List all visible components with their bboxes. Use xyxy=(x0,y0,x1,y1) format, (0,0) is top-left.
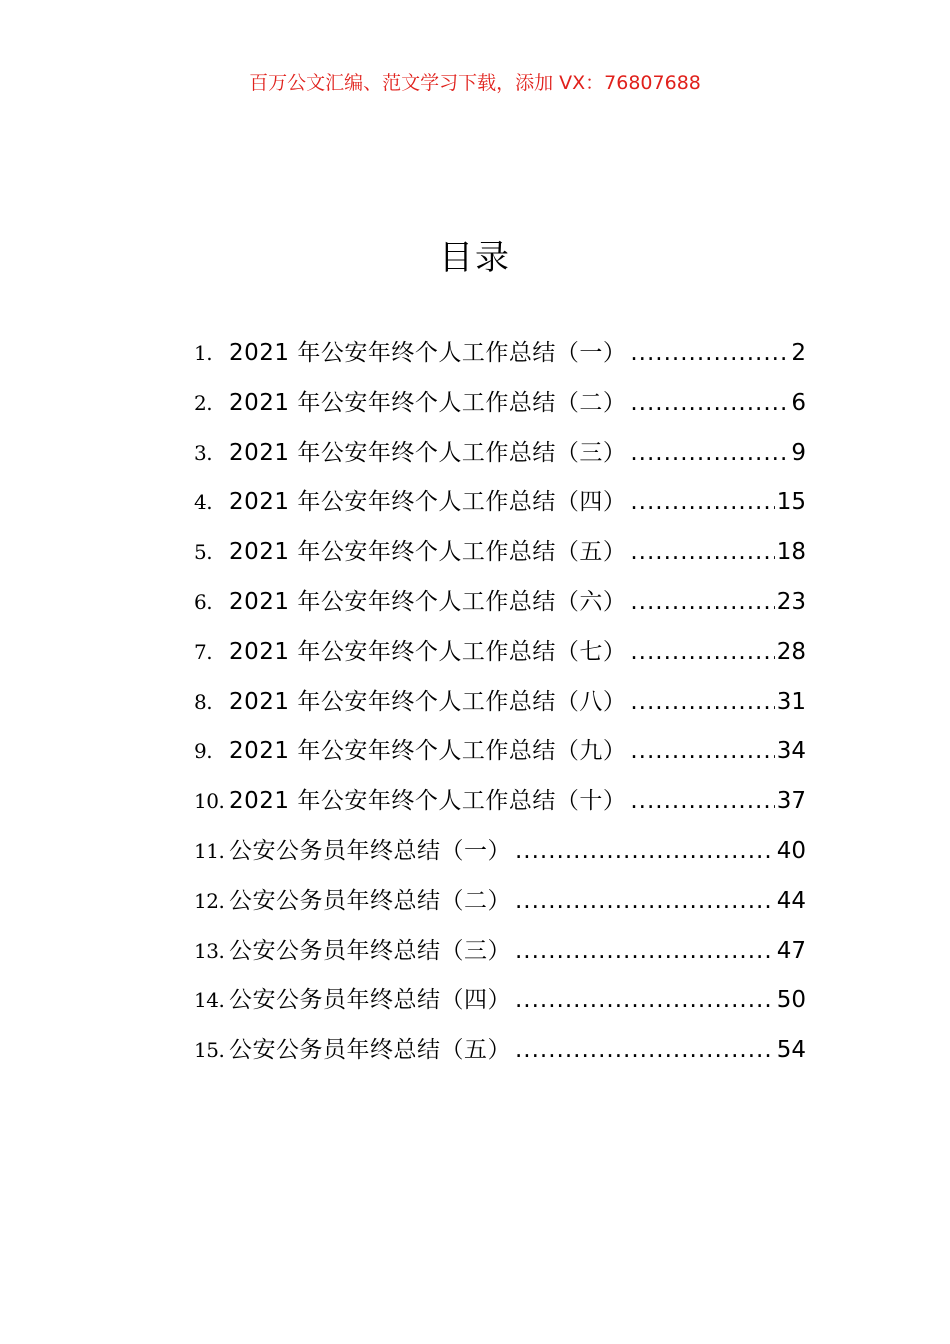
toc-entry-title: 公安公务员年终总结（五） xyxy=(229,1037,511,1064)
toc-leader-dots xyxy=(630,788,774,814)
toc-entry-title: 公安公务员年终总结（四） xyxy=(229,987,511,1014)
toc-leader-dots xyxy=(630,689,774,715)
toc-entry-page: 44 xyxy=(776,887,806,914)
toc-leader-dots xyxy=(515,1037,775,1063)
toc-entry-title: 公安公务员年终总结（三） xyxy=(229,937,511,964)
toc-entry-title: 2021 年公安年终个人工作总结（二） xyxy=(229,389,627,416)
toc-entry-number: 7. xyxy=(194,639,213,664)
toc-entry-page: 23 xyxy=(776,588,806,615)
toc-leader-dots xyxy=(515,888,775,914)
toc-entry-number: 12. xyxy=(194,888,225,913)
toc-entry-number: 13. xyxy=(194,938,225,963)
toc-entry-page: 47 xyxy=(776,937,806,964)
toc-entry-page: 34 xyxy=(776,738,806,765)
toc-entry-page: 6 xyxy=(791,389,806,416)
toc-entry[interactable] xyxy=(194,732,806,782)
toc-entry-title: 公安公务员年终总结（一） xyxy=(229,837,511,864)
table-of-contents xyxy=(194,334,806,1081)
toc-entry-page: 54 xyxy=(776,1037,806,1064)
toc-entry[interactable] xyxy=(194,981,806,1031)
toc-leader-dots xyxy=(630,539,774,565)
toc-entry[interactable] xyxy=(194,882,806,932)
toc-entry-number: 6. xyxy=(194,589,213,614)
toc-leader-dots xyxy=(515,938,775,964)
toc-entry[interactable] xyxy=(194,334,806,384)
toc-leader-dots xyxy=(630,340,789,366)
toc-leader-dots xyxy=(630,589,774,615)
toc-leader-dots xyxy=(630,639,774,665)
toc-entry[interactable] xyxy=(194,434,806,484)
toc-entry-number: 5. xyxy=(194,540,213,565)
toc-entry-title: 2021 年公安年终个人工作总结（六） xyxy=(229,588,627,615)
toc-leader-dots xyxy=(630,489,774,515)
toc-leader-dots xyxy=(630,390,789,416)
toc-entry-title: 2021 年公安年终个人工作总结（四） xyxy=(229,489,627,516)
toc-entry-number: 9. xyxy=(194,739,213,764)
toc-entry[interactable] xyxy=(194,683,806,733)
toc-entry-title: 2021 年公安年终个人工作总结（三） xyxy=(229,439,627,466)
toc-entry[interactable] xyxy=(194,384,806,434)
page-title: 目录 xyxy=(439,238,511,278)
toc-entry[interactable] xyxy=(194,932,806,982)
toc-entry-title: 2021 年公安年终个人工作总结（五） xyxy=(229,539,627,566)
toc-entry-number: 2. xyxy=(194,390,213,415)
toc-leader-dots xyxy=(630,738,774,764)
toc-entry-page: 40 xyxy=(776,837,806,864)
toc-entry-number: 1. xyxy=(194,341,213,365)
toc-entry-page: 50 xyxy=(776,987,806,1014)
toc-entry[interactable] xyxy=(194,583,806,633)
toc-leader-dots xyxy=(630,440,789,466)
toc-entry-number: 4. xyxy=(194,490,213,515)
toc-entry-title: 2021 年公安年终个人工作总结（十） xyxy=(229,788,627,815)
toc-entry[interactable] xyxy=(194,533,806,583)
toc-entry-number: 11. xyxy=(194,838,225,863)
toc-entry[interactable] xyxy=(194,633,806,683)
toc-entry-number: 3. xyxy=(194,440,213,465)
toc-entry-page: 37 xyxy=(776,788,806,815)
toc-entry-page: 28 xyxy=(776,638,806,665)
toc-entry-number: 10. xyxy=(194,789,225,814)
toc-entry-title: 2021 年公安年终个人工作总结（九） xyxy=(229,738,627,765)
toc-entry-title: 2021 年公安年终个人工作总结（八） xyxy=(229,688,627,715)
header-note: 百万公文汇编、范文学习下载，添加 VX：76807688 xyxy=(249,72,701,94)
toc-entry-page: 18 xyxy=(776,539,806,566)
toc-entry[interactable] xyxy=(194,832,806,882)
toc-entry-page: 2 xyxy=(791,340,806,366)
toc-entry-number: 8. xyxy=(194,689,213,714)
toc-leader-dots xyxy=(515,838,775,864)
toc-entry-title: 2021 年公安年终个人工作总结（七） xyxy=(229,638,627,665)
toc-entry-page: 9 xyxy=(791,439,806,466)
toc-entry[interactable] xyxy=(194,782,806,832)
toc-entry[interactable] xyxy=(194,483,806,533)
toc-entry-number: 14. xyxy=(194,988,225,1013)
toc-entry-page: 15 xyxy=(776,489,806,516)
toc-entry[interactable] xyxy=(194,1031,806,1081)
toc-entry-number: 15. xyxy=(194,1038,225,1063)
toc-entry-page: 31 xyxy=(776,688,806,715)
toc-leader-dots xyxy=(515,987,775,1013)
toc-entry-title: 2021 年公安年终个人工作总结（一） xyxy=(229,340,627,366)
toc-entry-title: 公安公务员年终总结（二） xyxy=(229,887,511,914)
